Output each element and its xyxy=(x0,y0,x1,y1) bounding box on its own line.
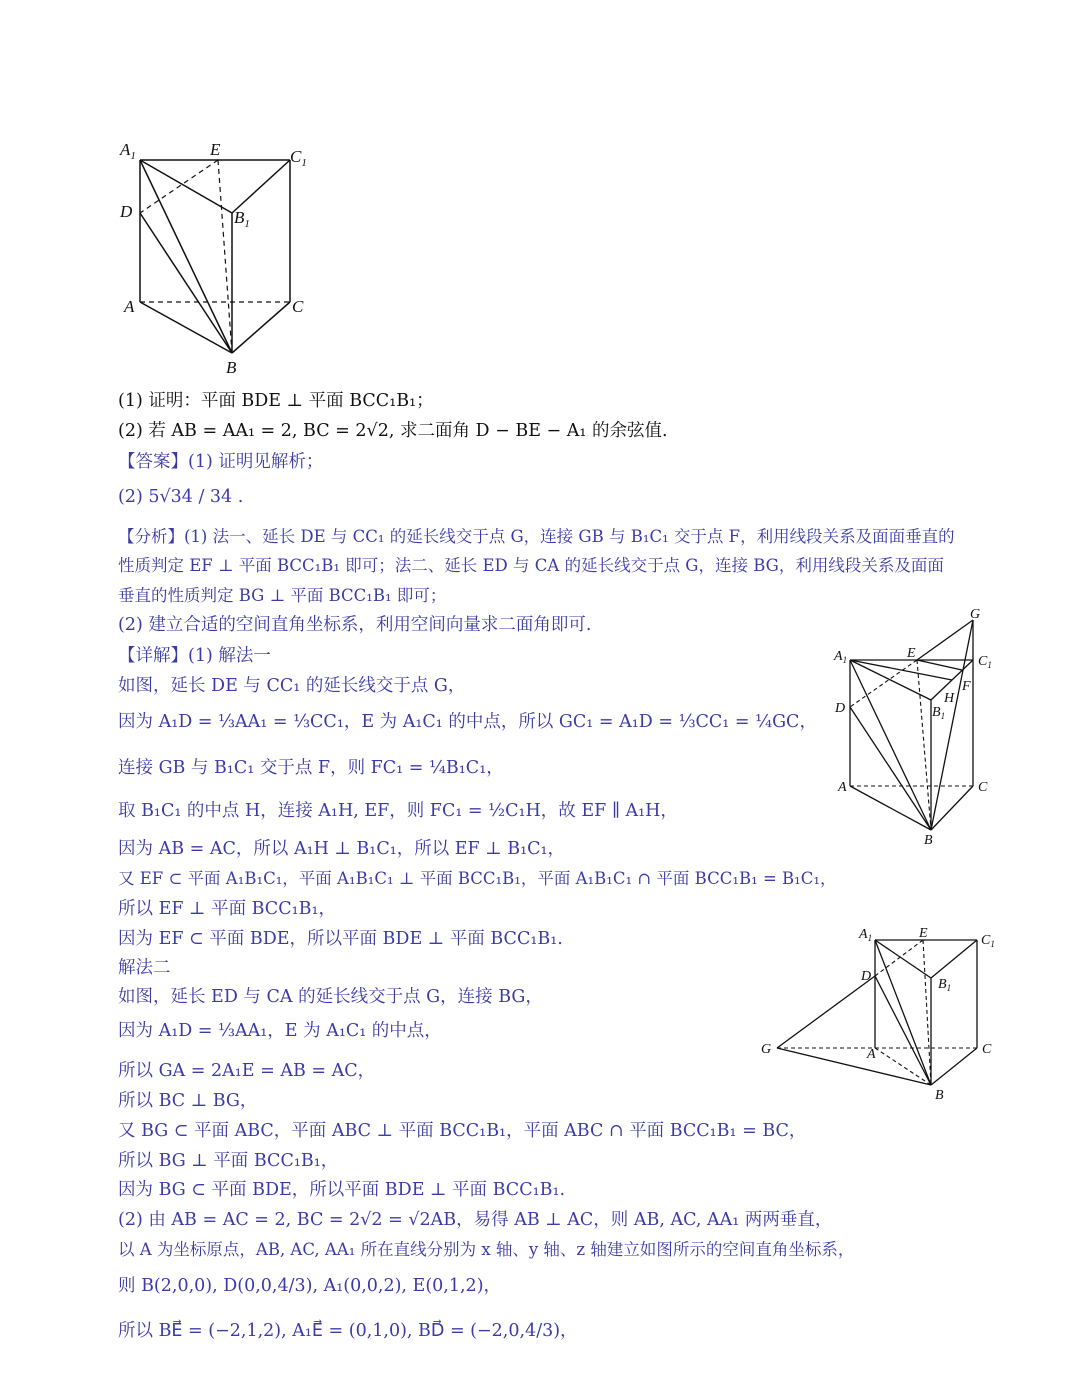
label-D: D xyxy=(120,202,133,221)
answer-part-2: (2) 5√34 / 34 . xyxy=(118,487,244,507)
figure-prism-1 xyxy=(110,135,330,380)
detail-line: 如图，延长 DE 与 CC₁ 的延长线交于点 G， xyxy=(118,676,466,696)
label-E: E xyxy=(907,646,916,661)
label-E: E xyxy=(210,140,221,159)
figure-prism-3 xyxy=(755,920,1010,1105)
detail-line: 连接 GB 与 B₁C₁ 交于点 F，则 FC₁ = ¼B₁C₁， xyxy=(118,758,504,778)
detail-line: 因为 A₁D = ⅓AA₁ = ⅓CC₁，E 为 A₁C₁ 的中点，所以 GC₁ = A₁D = ⅓CC₁ = ¼GC， xyxy=(118,712,817,732)
detail-line: 所以 EF ⊥ 平面 BCC₁B₁， xyxy=(118,899,336,919)
detail-line: 所以 BG ⊥ 平面 BCC₁B₁， xyxy=(118,1151,339,1171)
detail-line: 所以 BE⃗ = (−2,1,2), A₁E⃗ = (0,1,0), BD⃗ = (−2,0,4/3)， xyxy=(118,1321,578,1341)
label-G: G xyxy=(970,607,981,622)
detail-line: 因为 A₁D = ⅓AA₁，E 为 A₁C₁ 的中点， xyxy=(118,1021,442,1041)
label-F: F xyxy=(962,679,971,694)
label-C: C xyxy=(978,780,988,795)
label-C: C xyxy=(292,297,304,316)
label-A1: $A_1$ xyxy=(859,927,873,943)
detail-line: 所以 BC ⊥ BG， xyxy=(118,1091,258,1111)
label-E: E xyxy=(919,926,928,941)
detail-line: 又 EF ⊂ 平面 A₁B₁C₁，平面 A₁B₁C₁ ⊥ 平面 BCC₁B₁，平面 A₁B₁C₁ ∩ 平面 BCC₁B₁ = B₁C₁， xyxy=(118,869,837,888)
label-C1: $C_1$ xyxy=(981,933,995,949)
detail-line: 因为 BG ⊂ 平面 BDE，所以平面 BDE ⊥ 平面 BCC₁B₁. xyxy=(118,1180,566,1200)
analysis-line: 性质判定 EF ⊥ 平面 BCC₁B₁ 即可；法二、延长 ED 与 CA 的延长线交于点 G，连接 BG，利用线段关系及面面 xyxy=(118,556,944,575)
label-A: A xyxy=(124,297,135,316)
label-C: C xyxy=(982,1042,992,1057)
label-D: D xyxy=(835,701,846,716)
detail-line: 如图，延长 ED 与 CA 的延长线交于点 G，连接 BG， xyxy=(118,987,543,1007)
detail-line: (2) 由 AB = AC = 2, BC = 2√2 = √2AB，易得 AB ⊥ AC，则 AB, AC, AA₁ 两两垂直， xyxy=(118,1210,833,1230)
label-A1: $A_1$ xyxy=(834,649,848,665)
detail-line: 因为 EF ⊂ 平面 BDE，所以平面 BDE ⊥ 平面 BCC₁B₁. xyxy=(118,929,563,949)
detail-line: 取 B₁C₁ 的中点 H，连接 A₁H, EF，则 FC₁ = ½C₁H，故 EF ∥ A₁H， xyxy=(118,801,678,821)
label-B: B xyxy=(226,358,237,377)
label-B: B xyxy=(935,1088,944,1103)
detail-line: 以 A 为坐标原点，AB, AC, AA₁ 所在直线分别为 x 轴、y 轴、z 轴建立如图所示的空间直角坐标系， xyxy=(118,1240,855,1259)
label-A: A xyxy=(838,780,847,795)
label-B1: $B_1$ xyxy=(234,208,250,230)
question-part-1: (1) 证明：平面 BDE ⊥ 平面 BCC₁B₁； xyxy=(118,391,434,411)
analysis-line: 垂直的性质判定 BG ⊥ 平面 BCC₁B₁ 即可； xyxy=(118,586,447,605)
figure-prism-2 xyxy=(830,600,1010,850)
detail-line: 所以 GA = 2A₁E = AB = AC， xyxy=(118,1061,376,1081)
label-D: D xyxy=(861,969,872,984)
detail-line: 则 B(2,0,0), D(0,0,4/3), A₁(0,0,2), E(0,1,2)， xyxy=(118,1276,502,1296)
label-B1: $B_1$ xyxy=(938,977,952,993)
question-part-2: (2) 若 AB = AA₁ = 2, BC = 2√2, 求二面角 D − BE − A₁ 的余弦值. xyxy=(118,421,668,441)
label-A1: $A_1$ xyxy=(120,140,136,162)
detail-line: 因为 AB = AC，所以 A₁H ⊥ B₁C₁，所以 EF ⊥ B₁C₁， xyxy=(118,839,566,859)
label-C1: $C_1$ xyxy=(978,654,992,670)
analysis-line: (2) 建立合适的空间直角坐标系，利用空间向量求二面角即可. xyxy=(118,615,592,635)
label-C1: $C_1$ xyxy=(290,147,307,169)
detail-line: 解法二 xyxy=(118,958,171,978)
analysis-line: 【分析】(1) 法一、延长 DE 与 CC₁ 的延长线交于点 G，连接 GB 与 B₁C₁ 交于点 F，利用线段关系及面面垂直的 xyxy=(118,527,955,546)
label-A: A xyxy=(867,1047,876,1062)
label-H: H xyxy=(944,691,955,706)
label-B1: $B_1$ xyxy=(932,705,946,721)
answer-part-1: 【答案】(1) 证明见解析； xyxy=(118,452,324,472)
label-G: G xyxy=(761,1042,772,1057)
label-B: B xyxy=(924,833,933,848)
detail-line: 又 BG ⊂ 平面 ABC，平面 ABC ⊥ 平面 BCC₁B₁，平面 ABC ∩ 平面 BCC₁B₁ = BC， xyxy=(118,1121,807,1141)
detail-line: 【详解】(1) 解法一 xyxy=(118,646,271,666)
